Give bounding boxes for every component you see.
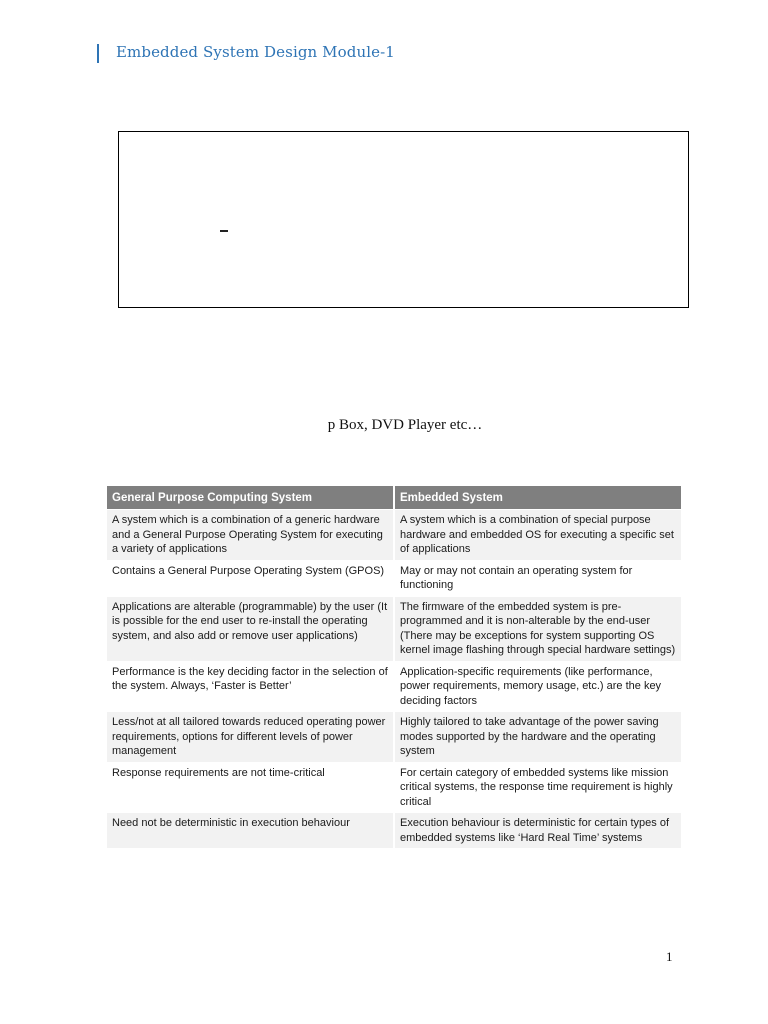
table-cell: Applications are alterable (programmable) by the user (It is possible for the end user to re-install the operating system, and also add or remove user applications) <box>107 596 394 661</box>
page-header-title: Embedded System Design Module-1 <box>116 43 395 61</box>
table-cell: A system which is a combination of special purpose hardware and embedded OS for executing a specific set of applications <box>394 510 681 561</box>
table-cell: Need not be deterministic in execution behaviour <box>107 813 394 849</box>
table-row <box>107 596 681 661</box>
table-cell: Response requirements are not time-critical <box>107 762 394 813</box>
table-row <box>107 813 681 849</box>
table-row <box>107 762 681 813</box>
table-row <box>107 510 681 561</box>
body-text-fragment: p Box, DVD Player etc… <box>327 417 483 433</box>
table-cell: Application-specific requirements (like performance, power requirements, memory usage, etc.) are the key deciding factors <box>394 661 681 712</box>
table-cell: Execution behaviour is deterministic for certain types of embedded systems like ‘Hard Real Time’ systems <box>394 813 681 849</box>
table-cell: For certain category of embedded systems like mission critical systems, the response time requirement is highly critical <box>394 762 681 813</box>
column-header-gpcs: General Purpose Computing System <box>107 486 394 510</box>
table-cell: Less/not at all tailored towards reduced operating power requirements, options for different levels of power management <box>107 712 394 763</box>
table-header-row <box>107 486 681 510</box>
table-cell: A system which is a combination of a generic hardware and a General Purpose Operating System for executing a variety of applications <box>107 510 394 561</box>
box-dash-mark <box>220 230 228 232</box>
table-row <box>107 560 681 596</box>
column-header-embedded: Embedded System <box>394 486 681 510</box>
page-number: 1 <box>666 949 673 964</box>
table-cell: Contains a General Purpose Operating System (GPOS) <box>107 560 394 596</box>
content-box <box>118 131 689 308</box>
table-cell: The firmware of the embedded system is pre-programmed and it is non-alterable by the end-user (There may be exceptions for system supporting OS kernel image flashing through special hardware settings) <box>394 596 681 661</box>
header-accent-bar <box>97 44 99 63</box>
comparison-table <box>107 486 681 848</box>
table-cell: May or may not contain an operating system for functioning <box>394 560 681 596</box>
table-cell: Performance is the key deciding factor in the selection of the system. Always, ‘Faster is Better’ <box>107 661 394 712</box>
table-row <box>107 661 681 712</box>
table-cell: Highly tailored to take advantage of the power saving modes supported by the hardware and the operating system <box>394 712 681 763</box>
table-row <box>107 712 681 763</box>
